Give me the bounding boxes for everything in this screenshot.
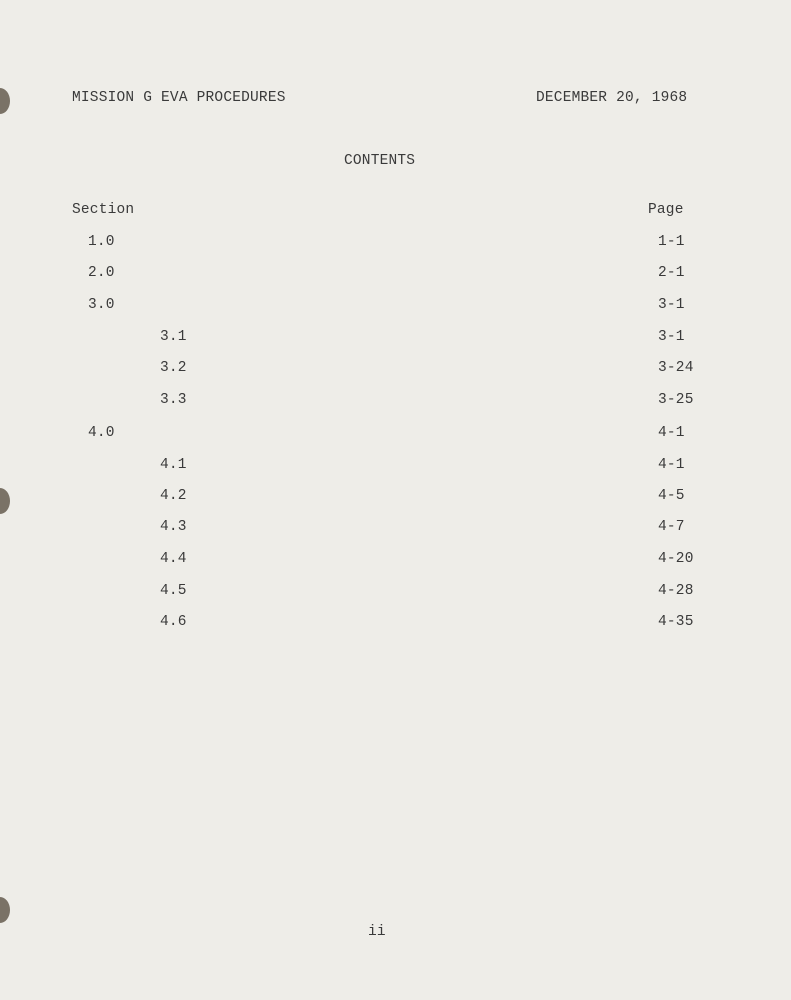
section-column-header: Section (72, 202, 135, 218)
toc-entry-number: 1.0 (88, 234, 115, 250)
toc-entry-page: 4-20 (658, 551, 694, 567)
toc-entry-number: 3.1 (160, 329, 187, 345)
toc-entry-number: 4.6 (160, 614, 187, 630)
page-number: ii (368, 924, 386, 940)
binder-hole (0, 88, 10, 114)
toc-entry-page: 4-28 (658, 583, 694, 599)
toc-entry-page: 3-24 (658, 360, 694, 376)
toc-entry-number: 4.1 (160, 457, 187, 473)
toc-entry-number: 4.0 (88, 425, 115, 441)
toc-entry-number: 4.5 (160, 583, 187, 599)
document-title: MISSION G EVA PROCEDURES (72, 90, 286, 106)
toc-entry-page: 3-1 (658, 329, 685, 345)
toc-entry-page: 4-1 (658, 425, 685, 441)
toc-entry-number: 4.4 (160, 551, 187, 567)
toc-entry-number: 4.2 (160, 488, 187, 504)
toc-entry-page: 4-35 (658, 614, 694, 630)
page-column-header: Page (648, 202, 684, 218)
toc-entry-number: 3.2 (160, 360, 187, 376)
toc-entry-page: 1-1 (658, 234, 685, 250)
document-date: DECEMBER 20, 1968 (536, 90, 688, 106)
toc-entry-number: 2.0 (88, 265, 115, 281)
binder-hole (0, 488, 10, 514)
toc-entry-number: 3.0 (88, 297, 115, 313)
toc-entry-page: 3-25 (658, 392, 694, 408)
toc-entry-page: 4-5 (658, 488, 685, 504)
toc-entry-number: 3.3 (160, 392, 187, 408)
toc-entry-page: 4-7 (658, 519, 685, 535)
toc-entry-number: 4.3 (160, 519, 187, 535)
contents-heading: CONTENTS (344, 153, 416, 169)
toc-entry-page: 3-1 (658, 297, 685, 313)
binder-hole (0, 897, 10, 923)
toc-entry-page: 2-1 (658, 265, 685, 281)
toc-entry-page: 4-1 (658, 457, 685, 473)
